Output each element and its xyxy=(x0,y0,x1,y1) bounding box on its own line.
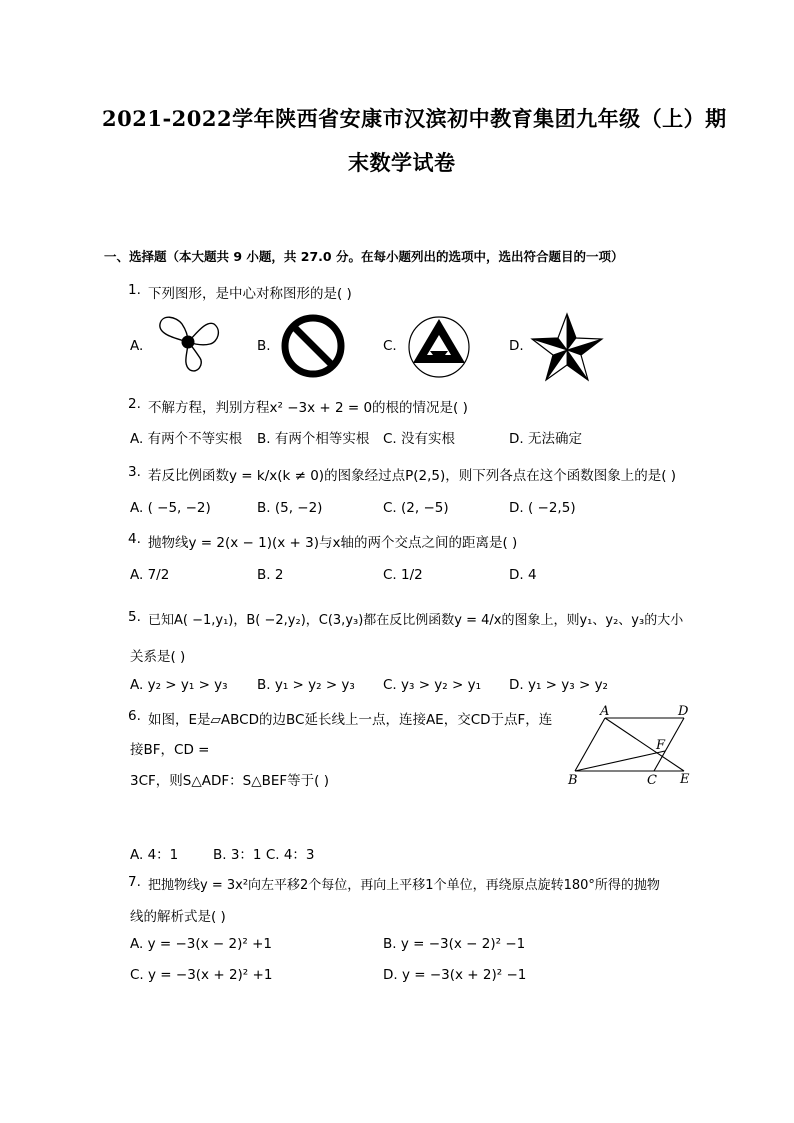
question-3-number: 3. xyxy=(128,464,141,480)
figure-label-a: A xyxy=(600,705,610,719)
q3-option-b[interactable]: B. (5, −2) xyxy=(257,500,323,516)
q1-option-a[interactable]: A. xyxy=(130,338,144,354)
q5-option-a[interactable]: A. y₂ > y₁ > y₃ xyxy=(130,677,228,693)
circle-triangle-icon xyxy=(405,313,473,381)
q4-option-b[interactable]: B. 2 xyxy=(257,567,284,583)
question-6-stem-line2: 接BF，CD = xyxy=(130,742,210,758)
question-6-stem-line1: 如图，E是▱ABCD的边BC延长线上一点，连接AE，交CD于点F，连 xyxy=(148,712,553,728)
figure-label-e: E xyxy=(680,772,690,787)
q7-option-d[interactable]: D. y = −3(x + 2)² −1 xyxy=(383,967,527,983)
question-5-stem-line2: 关系是( ) xyxy=(130,649,186,665)
q7-option-a[interactable]: A. y = −3(x − 2)² +1 xyxy=(130,936,272,952)
question-7-number: 7. xyxy=(128,874,141,890)
fan-propeller-icon xyxy=(152,312,224,374)
q6-option-a[interactable]: A. 4：1 xyxy=(130,847,179,863)
q4-option-d[interactable]: D. 4 xyxy=(509,567,537,583)
question-7-stem-line1: 把抛物线y = 3x²向左平移2个每位，再向上平移1个单位，再绕原点旋转180°所得的抛物 xyxy=(148,878,660,893)
question-2-stem: 不解方程，判别方程x² −3x + 2 = 0的根的情况是( ) xyxy=(148,400,468,416)
q3-option-c[interactable]: C. (2, −5) xyxy=(383,500,449,516)
q5-option-b[interactable]: B. y₁ > y₂ > y₃ xyxy=(257,677,355,693)
question-2-number: 2. xyxy=(128,396,141,412)
q4-option-c[interactable]: C. 1/2 xyxy=(383,567,423,583)
q2-option-d[interactable]: D. 无法确定 xyxy=(509,431,582,447)
q5-option-d[interactable]: D. y₁ > y₃ > y₂ xyxy=(509,677,608,693)
question-1-number: 1. xyxy=(128,282,141,298)
figure-label-b: B xyxy=(568,773,578,788)
q2-option-c[interactable]: C. 没有实根 xyxy=(383,431,456,447)
question-5-stem-line1: 已知A( −1,y₁)，B( −2,y₂)，C(3,y₃)都在反比例函数y = 4/x的图象上，则y₁、y₂、y₃的大小 xyxy=(148,613,684,628)
q2-option-b[interactable]: B. 有两个相等实根 xyxy=(257,431,370,447)
q1-option-b[interactable]: B. xyxy=(257,338,271,354)
page-title-line1: 2021-2022学年陕西省安康市汉滨初中教育集团九年级（上）期 xyxy=(102,106,727,131)
figure-label-d: D xyxy=(678,705,689,719)
q1-option-c[interactable]: C. xyxy=(383,338,397,354)
q1-option-d[interactable]: D. xyxy=(509,338,524,354)
q7-option-b[interactable]: B. y = −3(x − 2)² −1 xyxy=(383,936,526,952)
prohibition-circle-icon xyxy=(280,313,346,379)
question-6-stem-line3: 3CF，则S△ADF：S△BEF等于( ) xyxy=(130,773,329,789)
q7-option-c[interactable]: C. y = −3(x + 2)² +1 xyxy=(130,967,273,983)
question-6-number: 6. xyxy=(128,708,141,724)
parallelogram-figure xyxy=(562,705,702,791)
question-3-stem: 若反比例函数y = k/x(k ≠ 0)的图象经过点P(2,5)，则下列各点在这个函数图象上的是( ) xyxy=(148,468,677,484)
five-point-star-icon xyxy=(530,312,604,382)
question-4-stem: 抛物线y = 2(x − 1)(x + 3)与x轴的两个交点之间的距离是( ) xyxy=(148,535,518,551)
question-1-stem: 下列图形，是中心对称图形的是( ) xyxy=(148,286,352,302)
figure-label-f: F xyxy=(656,738,666,753)
q3-option-a[interactable]: A. ( −5, −2) xyxy=(130,500,211,516)
question-4-number: 4. xyxy=(128,531,141,547)
q3-option-d[interactable]: D. ( −2,5) xyxy=(509,500,576,516)
question-7-stem-line2: 线的解析式是( ) xyxy=(130,909,226,925)
section-heading: 一、选择题（本大题共 9 小题，共 27.0 分。在每小题列出的选项中，选出符合题目的一项） xyxy=(104,249,624,264)
q4-option-a[interactable]: A. 7/2 xyxy=(130,567,170,583)
q2-option-a[interactable]: A. 有两个不等实根 xyxy=(130,431,243,447)
q5-option-c[interactable]: C. y₃ > y₂ > y₁ xyxy=(383,677,482,693)
figure-label-c: C xyxy=(647,773,657,788)
q6-option-bc[interactable]: B. 3：1 C. 4：3 xyxy=(213,847,315,863)
question-5-number: 5. xyxy=(128,609,141,625)
page-title-line2: 末数学试卷 xyxy=(348,150,456,175)
